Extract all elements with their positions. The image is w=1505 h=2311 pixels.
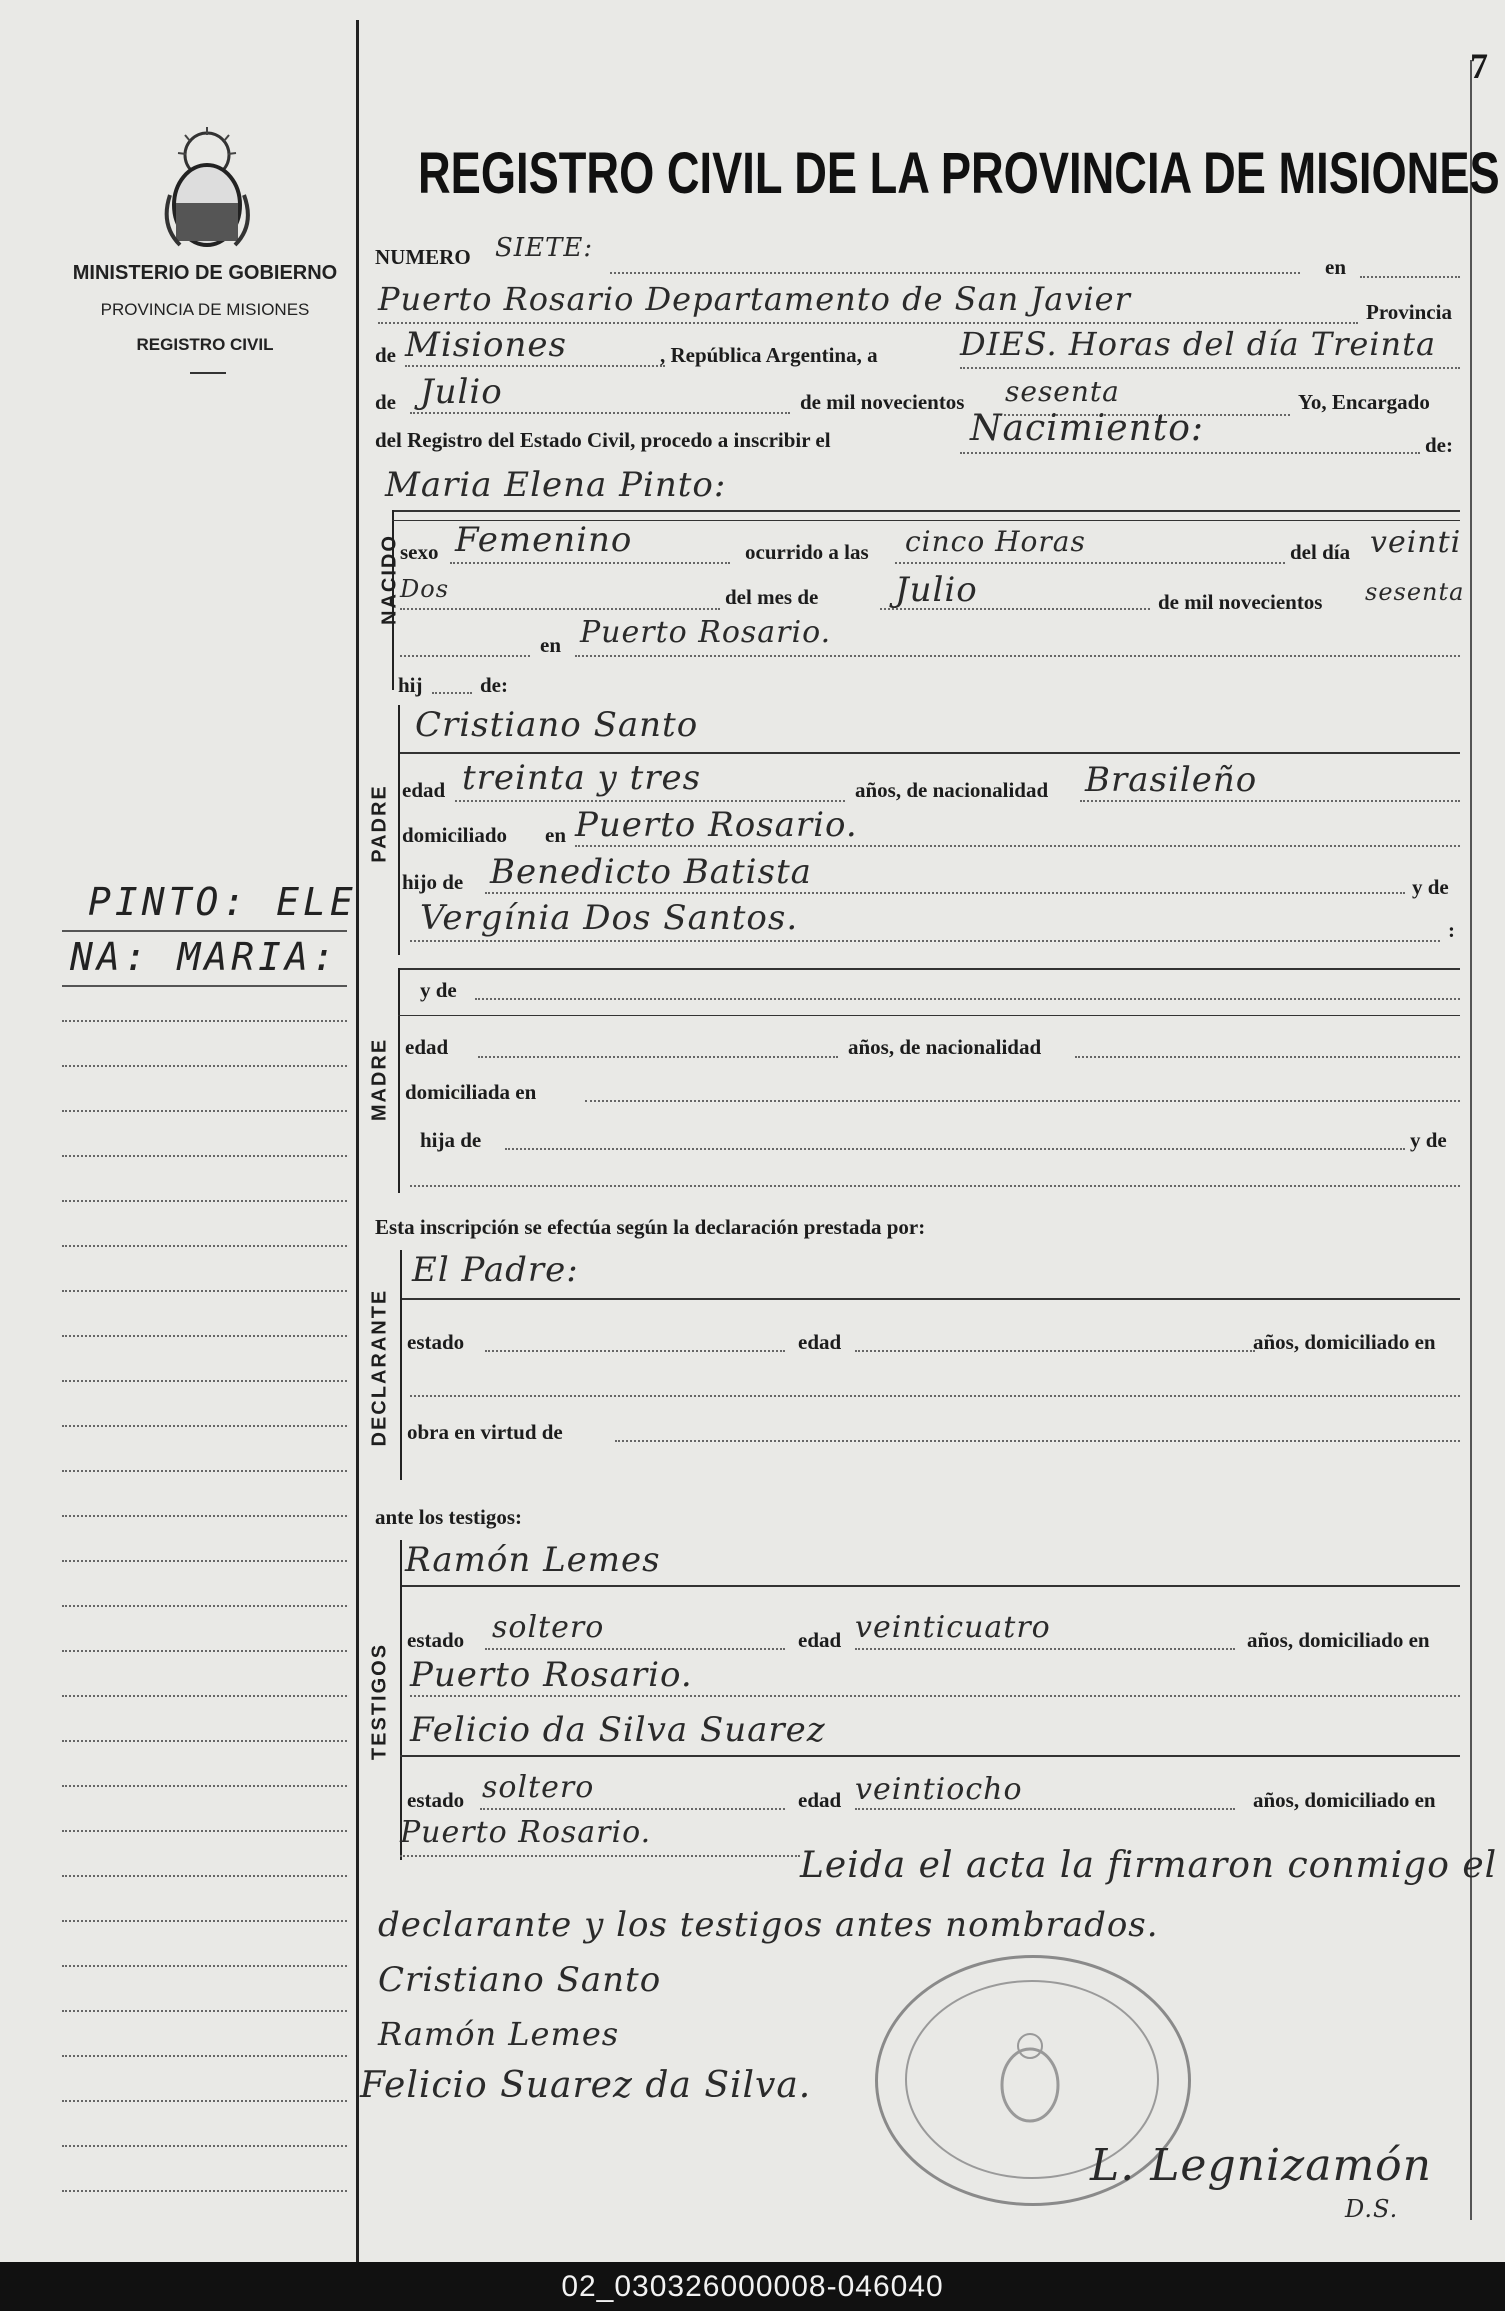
w2-edad-label: edad (798, 1788, 842, 1812)
domicilio-value: Puerto Rosario. (575, 805, 858, 845)
w2-edad-value: veintiocho (855, 1772, 1023, 1807)
year-value: sesenta (1005, 375, 1120, 408)
province-value: Misiones (405, 325, 567, 365)
ministry-line-2: PROVINCIA DE MISIONES (100, 300, 310, 319)
testigos-section-label: TESTIGOS (368, 1642, 391, 1761)
nacido-section-label: NACIDO (378, 534, 401, 625)
w2-anos-label: años, domiciliado en (1253, 1788, 1436, 1812)
madre-y-de2-label: y de (1410, 1128, 1447, 1152)
declarante-anos-label: años, domiciliado en (1253, 1330, 1436, 1354)
time-value: DIES. Horas del día Treinta (960, 325, 1437, 363)
sexo-label: sexo (400, 540, 439, 564)
de-label: de (375, 343, 396, 367)
madre-bracket (398, 968, 400, 1193)
w2-domicilio: Puerto Rosario. (400, 1815, 652, 1850)
hij-label: hij (398, 673, 423, 697)
w1-estado-value: soltero (492, 1610, 605, 1645)
declarante-bracket (400, 1250, 402, 1480)
margin-name-line-1: PINTO: ELE (88, 880, 357, 924)
nacido-name-value: Maria Elena Pinto: (385, 465, 727, 505)
nacido-en-label: en (540, 633, 561, 657)
official-signature: L. Legnizamón (1090, 2140, 1432, 2191)
del-dia-label: del día (1290, 540, 1351, 564)
w2-estado-label: estado (407, 1788, 465, 1812)
edad-label: edad (402, 778, 446, 802)
padre-bracket (398, 705, 400, 955)
seal-emblem-icon (990, 2030, 1070, 2130)
nacido-year-value: sesenta (1365, 578, 1465, 606)
numero-value: SIETE: (495, 233, 594, 263)
right-border (1470, 60, 1472, 2220)
declarante-estado-label: estado (407, 1330, 465, 1354)
edad-value: treinta y tres (462, 758, 702, 798)
republica-label: , República Argentina, a (660, 343, 878, 367)
sexo-value: Femenino (455, 520, 633, 560)
official-initials: D.S. (1345, 2195, 1399, 2223)
de2-label: de (375, 390, 396, 414)
testigos-intro-label: ante los testigos: (375, 1505, 522, 1529)
margin-name-line-2: NA: MARIA: (70, 935, 339, 979)
document-title: REGISTRO CIVIL DE LA PROVINCIA DE MISIONES (418, 141, 1500, 206)
w1-edad-value: veinticuatro (855, 1610, 1051, 1645)
nacido-place-value: Puerto Rosario. (580, 615, 832, 650)
mil-label: de mil novecientos (800, 390, 965, 414)
madre-anos-label: años, de nacionalidad (848, 1035, 1042, 1059)
coat-of-arms-icon (160, 125, 255, 250)
mother-value: Vergínia Dos Santos. (420, 898, 799, 938)
obra-label: obra en virtud de (407, 1420, 563, 1444)
closing-line-1: Leida el acta la firmaron conmigo el (800, 1845, 1498, 1886)
de3-label: de: (1425, 433, 1453, 457)
encargado-label: Yo, Encargado (1298, 390, 1430, 414)
month-value: Julio (420, 372, 503, 412)
provincia-label: Provincia (1366, 300, 1452, 324)
numero-label: NUMERO (375, 245, 471, 269)
nacionalidad-value: Brasileño (1085, 760, 1258, 800)
hija-label: hija de (420, 1128, 482, 1152)
madre-edad-label: edad (405, 1035, 449, 1059)
domiciliado-label: domiciliado (402, 823, 508, 847)
act-value: Nacimiento: (970, 408, 1205, 449)
page-number: 7 (1470, 46, 1488, 86)
nacido-de-label: de: (480, 673, 508, 697)
padre-section-label: PADRE (368, 784, 391, 863)
ministry-line-1: MINISTERIO DE GOBIERNO (72, 262, 338, 284)
padre-anos-label: años, de nacionalidad (855, 778, 1049, 802)
declarante-section-label: DECLARANTE (368, 1288, 391, 1447)
image-id-label: 02_030326000008-046040 (561, 2270, 944, 2303)
w1-anos-label: años, domiciliado en (1247, 1628, 1430, 1652)
ministry-underline (190, 372, 226, 374)
declaracion-intro-label: Esta inscripción se efectúa según la declaración prestada por: (375, 1215, 926, 1239)
w2-estado-value: soltero (482, 1770, 595, 1805)
padre-y-de-label: y de (1412, 875, 1449, 899)
day-value-2: Dos (400, 575, 450, 603)
margin-divider (356, 20, 359, 2262)
w1-domicilio: Puerto Rosario. (410, 1655, 693, 1695)
madre-y-de-label: y de (420, 978, 457, 1002)
witness2-name: Felicio da Silva Suarez (410, 1710, 826, 1750)
domiciliada-label: domiciliada en (405, 1080, 537, 1104)
signature-witness-1: Ramón Lemes (378, 2015, 620, 2053)
ocurrido-label: ocurrido a las (745, 540, 869, 564)
nacido-mil-label: de mil novecientos (1158, 590, 1323, 614)
en-label: en (1325, 255, 1346, 279)
registro-label: del Registro del Estado Civil, procedo a inscribir el (375, 428, 831, 452)
day-value: veinti (1370, 525, 1462, 560)
padre-name-value: Cristiano Santo (415, 705, 699, 745)
hijo-label: hijo de (402, 870, 464, 894)
padre-colon: : (1448, 918, 1455, 942)
testigos-bracket (400, 1540, 402, 1860)
w1-edad-label: edad (798, 1628, 842, 1652)
declarante-name-value: El Padre: (412, 1250, 579, 1290)
signature-father: Cristiano Santo (378, 1960, 662, 2000)
father-value: Benedicto Batista (490, 852, 812, 892)
ministry-line-3: REGISTRO CIVIL (136, 335, 274, 354)
declarante-edad-label: edad (798, 1330, 842, 1354)
del-mes-label: del mes de (725, 585, 819, 609)
place-value: Puerto Rosario Departamento de San Javier (378, 280, 1131, 318)
madre-section-label: MADRE (368, 1037, 391, 1122)
padre-en-label: en (545, 823, 566, 847)
hour-value: cinco Horas (905, 525, 1086, 558)
witness1-name: Ramón Lemes (405, 1540, 661, 1580)
nacido-month-value: Julio (895, 570, 978, 610)
closing-line-2: declarante y los testigos antes nombrados. (378, 1905, 1159, 1945)
signature-witness-2: Felicio Suarez da Silva. (360, 2065, 812, 2106)
w1-estado-label: estado (407, 1628, 465, 1652)
